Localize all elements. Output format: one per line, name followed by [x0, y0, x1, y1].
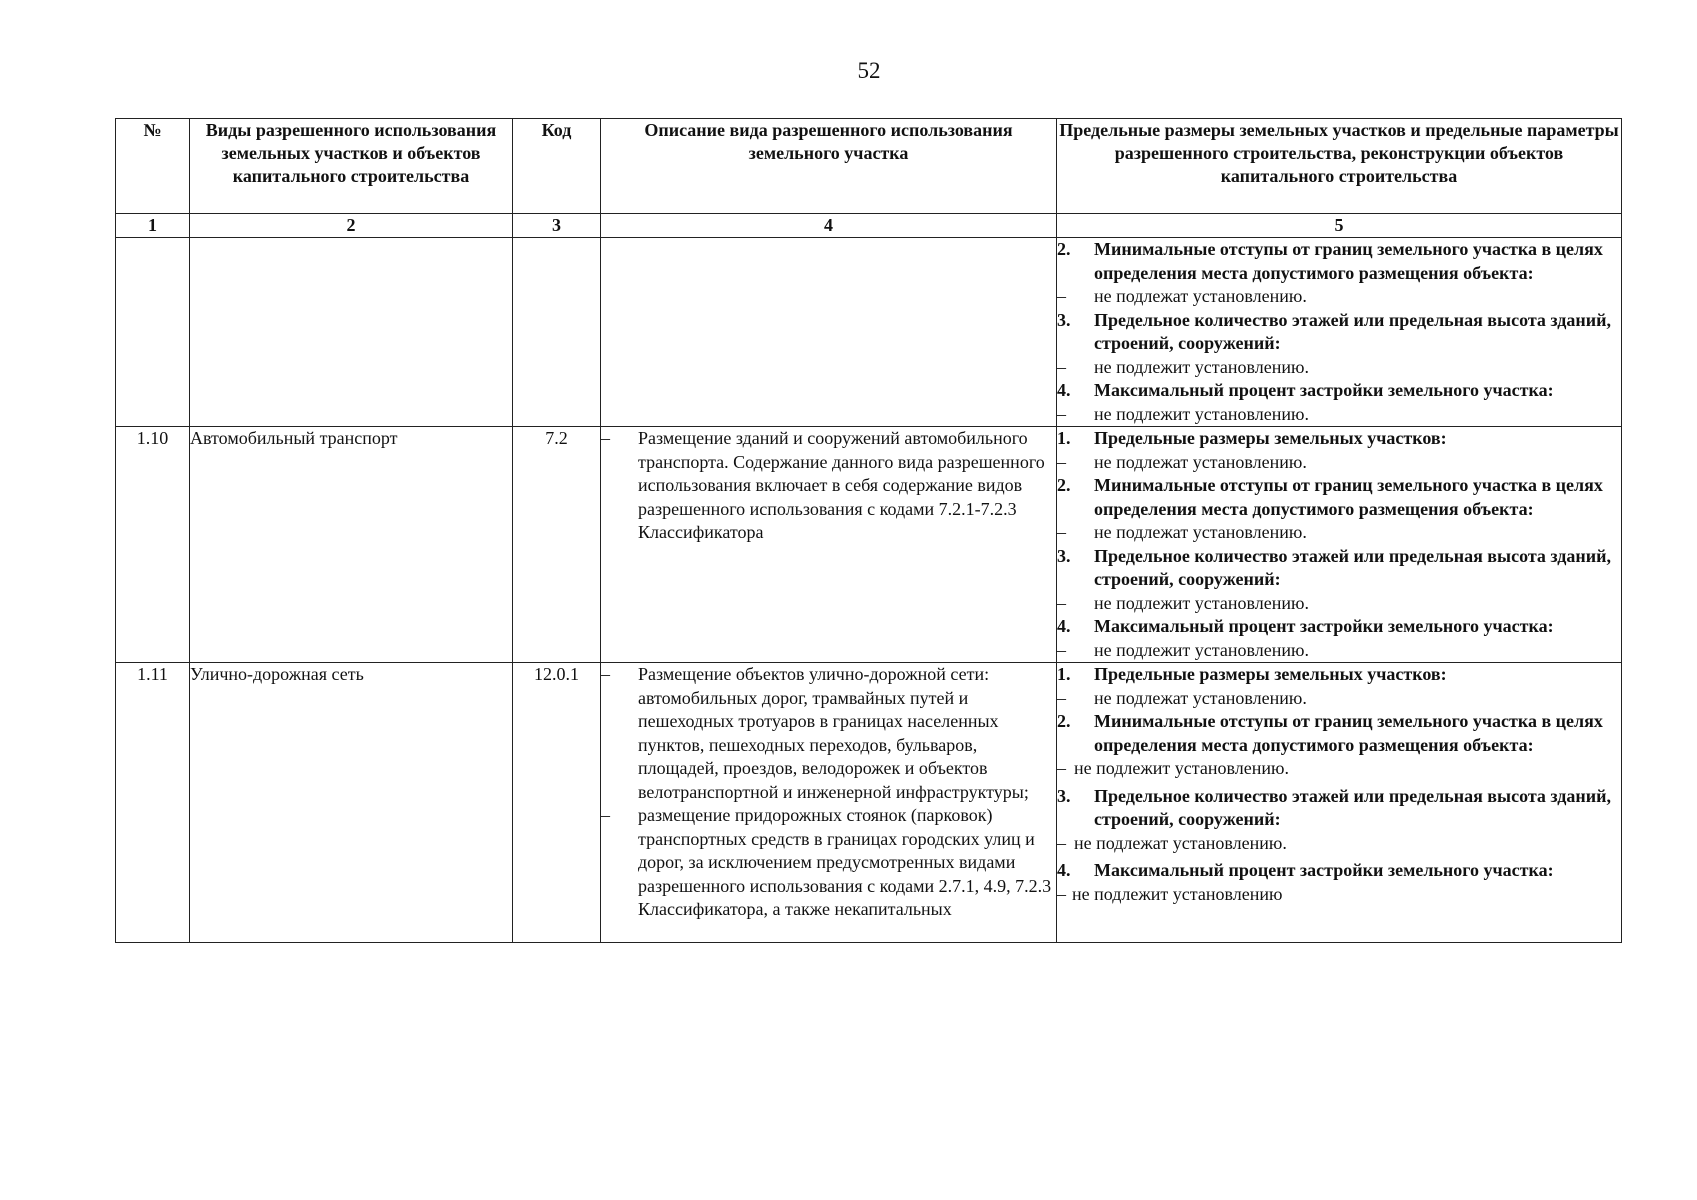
- param-value: [1057, 356, 1621, 380]
- header-description: Описание вида разрешенного использования земельного участка: [601, 119, 1057, 214]
- table-row: [116, 663, 1622, 943]
- param-text: Предельное количество этажей или предельная высота зданий, строений, сооружений:: [1094, 785, 1612, 829]
- column-number-row: [116, 214, 1622, 238]
- param-value: [1057, 285, 1621, 309]
- row-number: [116, 238, 190, 427]
- param-text: Предельные размеры земельных участков:: [1094, 428, 1447, 448]
- header-parameters: Предельные размеры земельных участков и предельные параметры разрешенного строительства, реконструкции объектов капитального строительства: [1057, 119, 1622, 214]
- description-item: [601, 427, 1056, 545]
- column-number: 3: [513, 214, 601, 238]
- param-value: [1057, 687, 1621, 711]
- param-text: Минимальные отступы от границ земельного участка в целях определения места допустимого размещения объекта:: [1094, 239, 1603, 283]
- row-use-type: [190, 238, 513, 427]
- param-value: [1057, 639, 1621, 663]
- page-number: 52: [857, 58, 881, 83]
- param-value: [1057, 832, 1621, 856]
- param-heading: [1057, 379, 1621, 403]
- dash-marker: –: [1057, 758, 1066, 778]
- row-description: [601, 427, 1057, 663]
- param-heading: [1057, 545, 1621, 592]
- param-text: не подлежит установлению.: [1094, 592, 1309, 613]
- param-value: [1057, 521, 1621, 545]
- param-marker: 3.: [1057, 545, 1071, 566]
- param-heading: [1057, 785, 1621, 832]
- param-text: не подлежат установлению.: [1074, 832, 1287, 853]
- column-number: 4: [601, 214, 1057, 238]
- param-text: Предельные размеры земельных участков:: [1094, 664, 1447, 684]
- param-text: не подлежит установлению.: [1094, 639, 1309, 660]
- param-marker: 4.: [1057, 616, 1071, 636]
- row-number: 1.11: [116, 663, 190, 943]
- param-text: не подлежат установлению.: [1094, 522, 1307, 542]
- param-marker: 1.: [1057, 664, 1071, 684]
- param-marker: 2.: [1057, 711, 1071, 731]
- description-text: Размещение зданий и сооружений автомобильного транспорта. Содержание данного вида разрешенного использования включает в себя содержание видов разрешенного использования с кодами 7.2.1-7.2.3 Классификатора: [638, 428, 1045, 542]
- row-parameters: [1057, 238, 1622, 427]
- description-item: [601, 663, 1056, 804]
- param-text: Предельное количество этажей или предельная высота зданий, строений, сооружений:: [1094, 545, 1612, 589]
- row-description: [601, 238, 1057, 427]
- param-text: не подлежит установлению: [1072, 883, 1283, 904]
- param-text: Предельное количество этажей или предельная высота зданий, строений, сооружений:: [1094, 309, 1612, 353]
- description-clip: [601, 663, 1056, 942]
- param-text: не подлежит установлению.: [1094, 403, 1309, 424]
- row-parameters: [1057, 663, 1622, 943]
- dash-marker: –: [1057, 687, 1066, 708]
- param-marker: 2.: [1057, 475, 1071, 495]
- dash-marker: –: [1057, 403, 1066, 424]
- param-marker: 4.: [1057, 380, 1071, 400]
- param-text: Максимальный процент застройки земельного участка:: [1094, 860, 1554, 880]
- dash-marker: –: [601, 805, 610, 825]
- param-text: не подлежат установлению.: [1094, 451, 1307, 472]
- param-heading: [1057, 309, 1621, 356]
- regulations-table: [115, 118, 1622, 943]
- param-marker: 1.: [1057, 428, 1071, 448]
- dash-marker: –: [1057, 592, 1066, 613]
- param-text: Максимальный процент застройки земельного участка:: [1094, 616, 1554, 636]
- header-code: Код: [513, 119, 601, 214]
- param-marker: 4.: [1057, 860, 1071, 880]
- param-text: Максимальный процент застройки земельного участка:: [1094, 380, 1554, 400]
- row-number: 1.10: [116, 427, 190, 663]
- param-text: Минимальные отступы от границ земельного участка в целях определения места допустимого размещения объекта:: [1094, 711, 1603, 755]
- dash-marker: –: [601, 664, 610, 684]
- row-code: 7.2: [513, 427, 601, 663]
- param-heading: [1057, 427, 1621, 451]
- param-marker: 3.: [1057, 309, 1071, 330]
- param-text: не подлежат установлению.: [1094, 286, 1307, 306]
- param-value: [1057, 403, 1621, 427]
- header-use-type: Виды разрешенного использования земельных участков и объектов капитального строительства: [190, 119, 513, 214]
- param-text: не подлежит установлению.: [1094, 356, 1309, 377]
- dash-marker: –: [1057, 286, 1066, 306]
- table-row: [116, 238, 1622, 427]
- row-use-type: Улично-дорожная сеть: [190, 663, 513, 943]
- param-value: [1057, 883, 1621, 907]
- dash-marker: –: [1057, 883, 1066, 904]
- row-parameters: [1057, 427, 1622, 663]
- param-heading: [1057, 710, 1621, 757]
- param-text: не подлежат установлению.: [1094, 687, 1307, 708]
- description-item: [601, 804, 1056, 922]
- dash-marker: –: [1057, 639, 1066, 660]
- param-heading: [1057, 859, 1621, 883]
- description-text: размещение придорожных стоянок (парковок) транспортных средств в границах городских улиц и дорог, за исключением предусмотренных видами разрешенного использования с кодами 2.7.1, 4.9, 7.2.3 Классификатора, а также некапитальных: [638, 805, 1052, 919]
- column-number: 2: [190, 214, 513, 238]
- dash-marker: –: [601, 428, 610, 448]
- param-text: не подлежит установлению.: [1074, 758, 1289, 778]
- param-value: [1057, 451, 1621, 475]
- row-code: 12.0.1: [513, 663, 601, 943]
- row-use-type: Автомобильный транспорт: [190, 427, 513, 663]
- param-text: Минимальные отступы от границ земельного участка в целях определения места допустимого размещения объекта:: [1094, 475, 1603, 519]
- row-description: [601, 663, 1057, 943]
- row-code: [513, 238, 601, 427]
- dash-marker: –: [1057, 356, 1066, 377]
- table-row: [116, 427, 1622, 663]
- header-number: №: [116, 119, 190, 214]
- param-value: [1057, 757, 1621, 781]
- table-header-row: [116, 119, 1622, 214]
- dash-marker: –: [1057, 451, 1066, 472]
- description-text: Размещение объектов улично-дорожной сети: автомобильных дорог, трамвайных путей и пешеходных тротуаров в границах населенных пунктов, пешеходных переходов, бульваров, площадей, проездов, велодорожек и объектов велотранспортной и инженерной инфраструктуры;: [638, 664, 1029, 802]
- dash-marker: –: [1057, 522, 1066, 542]
- param-heading: [1057, 238, 1621, 285]
- param-heading: [1057, 615, 1621, 639]
- dash-marker: –: [1057, 832, 1066, 853]
- param-heading: [1057, 663, 1621, 687]
- param-marker: 2.: [1057, 239, 1071, 259]
- param-value: [1057, 592, 1621, 616]
- column-number: 5: [1057, 214, 1622, 238]
- param-marker: 3.: [1057, 785, 1071, 806]
- column-number: 1: [116, 214, 190, 238]
- param-heading: [1057, 474, 1621, 521]
